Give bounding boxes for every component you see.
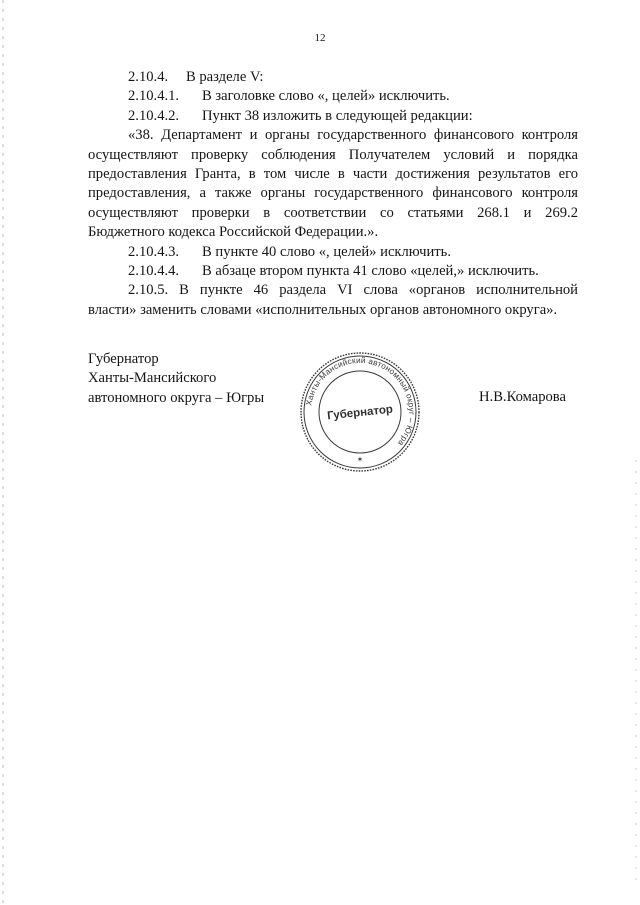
paragraph-number: 2.10.4. bbox=[128, 69, 169, 85]
paragraph-number: 2.10.4.1. bbox=[128, 88, 180, 105]
paragraph-text: В пункте 40 слово «, целей» исключить. bbox=[202, 243, 451, 260]
paragraph-line: 2.10.5. В пункте 46 раздела VI слова «органов исполнительной bbox=[128, 282, 578, 299]
stamp-center-text: Губернатор bbox=[326, 403, 394, 423]
paragraph-2-10-5 bbox=[88, 281, 578, 320]
page-number: 12 bbox=[314, 32, 326, 44]
quote-line: предоставления Гранта, в том числе в части достижения результатов его bbox=[88, 166, 578, 183]
paragraph-2-10-4-4 bbox=[88, 262, 578, 281]
quoted-clause-38 bbox=[88, 126, 578, 242]
paragraph-2-10-4-3 bbox=[88, 243, 578, 262]
official-stamp bbox=[298, 350, 422, 474]
signatory-name: Н.В.Комарова bbox=[479, 389, 566, 405]
paragraph-text: В абзаце втором пункта 41 слово «целей,» исключить. bbox=[202, 263, 539, 280]
paragraph-number: 2.10.4.2. bbox=[128, 107, 180, 124]
stamp-ring-text: Ханты-Мансийский автономный округ – Югра bbox=[304, 355, 417, 448]
paragraph-line: власти» заменить словами «исполнительных органов автономного округа». bbox=[88, 301, 558, 318]
signatory-title-line: Ханты-Мансийского bbox=[88, 370, 217, 387]
signatory-title-line: автономного округа – Югры bbox=[88, 389, 265, 406]
quote-line: осуществляют проверку соблюдения Получателем условий и порядка bbox=[88, 146, 578, 163]
paragraph-number: 2.10.4.3. bbox=[128, 243, 180, 260]
paragraph-2-10-4-1 bbox=[88, 87, 578, 106]
document-body bbox=[88, 68, 578, 320]
paragraph-2-10-4-2 bbox=[88, 107, 578, 126]
scan-edge-artifact-left bbox=[2, 0, 4, 905]
scan-edge-artifact-right bbox=[635, 460, 637, 880]
quote-line: предоставления, а также органы государственного финансового контроля bbox=[88, 185, 578, 202]
quote-line: осуществляют проверки в соответствии со статьями 268.1 и 269.2 bbox=[88, 204, 578, 221]
stamp-star-icon: ✶ bbox=[356, 455, 364, 464]
paragraph-text: В разделе V: bbox=[186, 69, 264, 85]
paragraph-2-10-4 bbox=[88, 68, 578, 87]
signatory-title-line: Губернатор bbox=[88, 351, 159, 367]
paragraph-number: 2.10.4.4. bbox=[128, 263, 180, 280]
paragraph-text: Пункт 38 изложить в следующей редакции: bbox=[202, 107, 473, 124]
quote-line: Бюджетного кодекса Российской Федерации.». bbox=[88, 224, 379, 241]
signatory-title bbox=[88, 350, 264, 408]
paragraph-text: В заголовке слово «, целей» исключить. bbox=[202, 88, 450, 105]
quote-line: «38. Департамент и органы государственного финансового контроля bbox=[128, 127, 578, 144]
